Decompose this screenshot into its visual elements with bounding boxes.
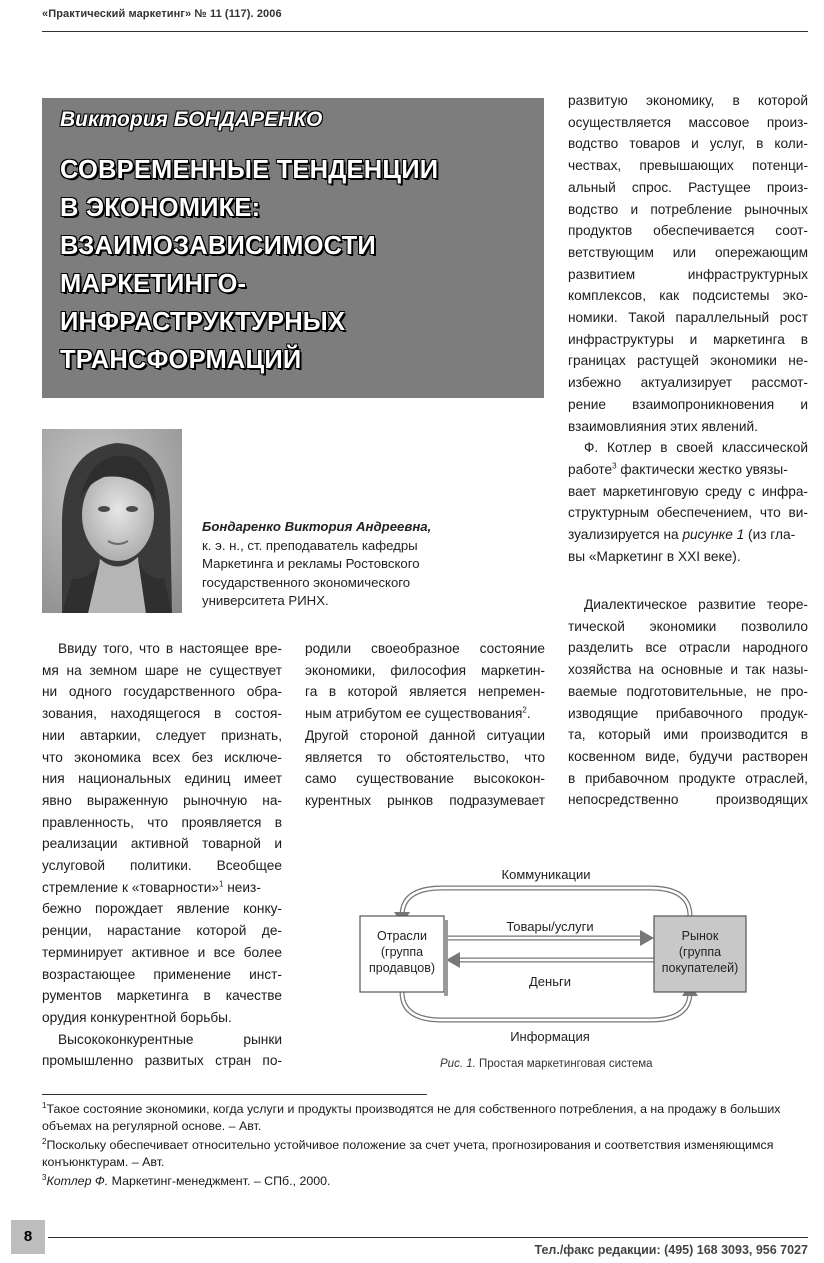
title-line: ВЗАИМОЗАВИСИМОСТИ xyxy=(60,232,376,260)
text-line: терминирует активное и все более xyxy=(42,944,282,960)
text-fragment: стремление к «товарности» xyxy=(42,879,219,895)
text-line: нии автаркии, следует признать, xyxy=(42,727,282,743)
text-line: та, который ими производится в xyxy=(568,727,808,743)
text-line: чествах, превышающих потенци- xyxy=(568,158,808,174)
text-line: осуществляется массовое произ- xyxy=(568,114,808,130)
text-fragment: неиз- xyxy=(223,879,261,895)
author-info-line: к. э. н., ст. преподаватель кафедры xyxy=(202,537,418,553)
text-line: в прибавочном продукте отраслей, xyxy=(568,770,808,786)
communications-loop xyxy=(402,888,690,916)
text-line: реализации активной товарной и xyxy=(42,836,282,852)
money-label: Деньги xyxy=(529,974,571,989)
text-line: взаимовлияния этих явлений. xyxy=(568,418,758,434)
text-line: является то обстоятельство, что xyxy=(305,749,545,765)
text-line: само существование высококон- xyxy=(305,771,545,787)
information-label: Информация xyxy=(510,1029,590,1044)
author-photo xyxy=(42,429,182,613)
article-author: Виктория БОНДАРЕНКО xyxy=(60,108,323,131)
author-info xyxy=(202,518,522,611)
text-line: тической экономики позволило xyxy=(568,618,808,634)
text-line xyxy=(568,524,808,546)
text-line: ренции, нарастание которой де- xyxy=(42,923,282,939)
running-head: «Практический маркетинг» № 11 (117). 2006 xyxy=(42,8,282,20)
text-line: непосредственно производящих xyxy=(568,792,808,808)
footnote-text: Маркетинг-менеджмент. – СПб., 2000. xyxy=(108,1174,331,1188)
footnote-number: 1 xyxy=(42,1100,47,1110)
editorial-contact: Тел./факс редакции: (495) 168 3093, 956 7027 xyxy=(534,1243,808,1257)
sellers-label-1: Отрасли xyxy=(377,929,427,943)
text-line: мя на земном шаре не существует xyxy=(42,662,282,678)
text-line: ваемые подготовительные, не про- xyxy=(568,683,808,699)
author-info-line: государственного экономического xyxy=(202,574,411,590)
title-line: ТРАНСФОРМАЦИЙ xyxy=(60,346,302,374)
text-line: курентных рынков подразумевает xyxy=(305,792,545,808)
goods-services-label: Товары/услуги xyxy=(506,919,594,934)
information-loop-inner xyxy=(402,992,690,1020)
text-line: ветствующим или опережающим xyxy=(568,244,808,260)
header-rule xyxy=(42,31,808,32)
text-line: альный спрос. Растущее произ- xyxy=(568,179,808,195)
text-line: номики. Такой параллельный рост xyxy=(568,310,808,326)
text-fragment: фактически жестко увязы- xyxy=(616,461,788,477)
page-number-box xyxy=(11,1220,45,1254)
buyers-label-3: покупателей) xyxy=(661,961,739,975)
text-line: правленность, что проявляется в xyxy=(42,814,282,830)
text-line: хозяйства на основные и так назы- xyxy=(568,662,808,678)
footnote-number: 3 xyxy=(42,1172,47,1182)
footnote-ref: 2 xyxy=(522,705,527,715)
text-line: структурным обеспечением, что ви- xyxy=(568,505,808,521)
text-line: рение взаимопроникновения и xyxy=(568,396,808,412)
text-line: экономики, философия маркетин- xyxy=(305,662,545,678)
body-column-2 xyxy=(305,638,545,812)
footnote-rule xyxy=(42,1094,427,1095)
footnote-2 xyxy=(42,1137,808,1171)
text-line: избежно актуализирует рассмот- xyxy=(568,375,808,391)
footer-rule xyxy=(48,1237,808,1238)
buyers-label-2: (группа xyxy=(678,945,722,959)
buyers-label-1: Рынок xyxy=(681,929,719,943)
text-line: орудия конкурентной борьбы. xyxy=(42,1009,232,1025)
title-line: СОВРЕМЕННЫЕ ТЕНДЕНЦИИ xyxy=(60,156,439,184)
footnote-text: Такое состояние экономики, когда услуги и продукты производятся не для собственного потребления, а на продажу в больших объемах на регулярной основе. – Авт. xyxy=(42,1102,781,1133)
diagram-svg xyxy=(350,860,750,1050)
figure-caption xyxy=(440,1058,653,1070)
sellers-label-3: продавцов) xyxy=(368,961,436,975)
text-fragment: зуализируется на xyxy=(568,527,683,543)
text-line xyxy=(568,459,808,481)
money-arrowhead xyxy=(446,952,460,968)
footnote-1 xyxy=(42,1101,808,1135)
text-line xyxy=(305,703,545,725)
text-line: Другой стороной данной ситуации xyxy=(305,727,545,743)
body-column-3 xyxy=(568,90,808,567)
footnote-3 xyxy=(42,1173,808,1190)
text-line: Высококонкурентные рынки xyxy=(58,1031,282,1047)
goods-arrowhead xyxy=(640,930,654,946)
text-fragment: (из гла- xyxy=(744,527,796,543)
caption-text: Простая маркетинговая система xyxy=(475,1058,653,1070)
text-line: косвенном виде, будучи растворен xyxy=(568,748,808,764)
text-line: инфраструктуры и маркетинга в xyxy=(568,331,808,347)
body-column-3-lower xyxy=(568,594,808,811)
caption-prefix: Рис. 1. xyxy=(440,1058,476,1070)
text-line: границах растущей экономики не- xyxy=(568,353,808,369)
communications-label: Коммуникации xyxy=(501,867,591,882)
sellers-box-shadow xyxy=(444,920,448,996)
figure-reference: рисунке 1 xyxy=(682,527,745,543)
text-line: развитием инфраструктурных xyxy=(568,266,808,282)
author-full-name: Бондаренко Виктория Андреевна, xyxy=(202,519,432,534)
text-line: родили своеобразное состояние xyxy=(305,641,545,656)
text-line xyxy=(42,877,282,899)
text-line: явно выраженную рыночную на- xyxy=(42,792,282,808)
footnote-number: 2 xyxy=(42,1136,47,1146)
text-line: Ф. Котлер в своей классической xyxy=(584,440,808,456)
text-line: зования, находящегося в состоя- xyxy=(42,706,282,722)
text-line: водство и потребление рыночных xyxy=(568,201,808,217)
text-line: га в которой является непремен- xyxy=(305,684,545,700)
title-line: В ЭКОНОМИКЕ: xyxy=(60,194,261,222)
marketing-system-figure xyxy=(350,860,750,1050)
text-line: Диалектическое развитие теоре- xyxy=(584,597,808,612)
text-fragment: работе xyxy=(568,461,613,477)
text-line: ния национальных единиц имеет xyxy=(42,771,282,787)
footnote-text: Поскольку обеспечивает относительно устойчивое положение за счет учета, прогнозирования и соответствия изменяющимся конъюнктурам. – Авт. xyxy=(42,1138,774,1169)
footnote-ref: 3 xyxy=(612,461,617,471)
text-line: услуговой политики. Всеобщее xyxy=(42,858,282,874)
title-line: ИНФРАСТРУКТУРНЫХ xyxy=(60,308,346,336)
sellers-label-2: (группа xyxy=(380,945,424,959)
text-fragment: . xyxy=(526,706,531,722)
text-line: возрастающее применение инст- xyxy=(42,966,282,982)
text-line: что экономика всех без исключе- xyxy=(42,749,282,765)
text-line: ни одного государственного обра- xyxy=(42,684,282,700)
text-line: развитую экономику, в которой xyxy=(568,93,808,108)
footnotes xyxy=(42,1101,808,1192)
text-line: разделить все отрасли народного xyxy=(568,640,808,656)
communications-loop-inner xyxy=(402,888,690,916)
page-number: 8 xyxy=(23,1228,33,1245)
text-fragment: ным атрибутом ее существования xyxy=(305,706,523,722)
portrait-image xyxy=(42,429,182,613)
text-line: промышленно развитых стран по- xyxy=(42,1053,282,1069)
text-line: рументов маркетинга в качестве xyxy=(42,988,282,1004)
text-line: водство товаров и услуг, в коли- xyxy=(568,136,808,152)
title-line: МАРКЕТИНГО- xyxy=(60,270,247,298)
title-block xyxy=(42,98,544,398)
footnote-ref: 1 xyxy=(218,879,224,889)
footnote-author: Котлер Ф. xyxy=(46,1174,109,1188)
text-line: продуктов обеспечивается соот- xyxy=(568,223,808,239)
text-line: изводящие прибавочного продук- xyxy=(568,705,808,721)
text-line: бежно порождает явление конку- xyxy=(42,901,282,917)
author-info-line: Маркетинга и рекламы Ростовского xyxy=(202,556,420,571)
information-loop xyxy=(402,992,690,1020)
text-line: вает маркетинговую среду с инфра- xyxy=(568,483,808,499)
text-line: Ввиду того, что в настоящее вре- xyxy=(58,641,282,656)
text-line: вы «Маркетинг в XXI веке). xyxy=(568,548,741,564)
author-info-line: университета РИНХ. xyxy=(202,593,329,608)
text-line: комплексов, как подсистемы эко- xyxy=(568,288,808,304)
body-column-1 xyxy=(42,638,282,1072)
